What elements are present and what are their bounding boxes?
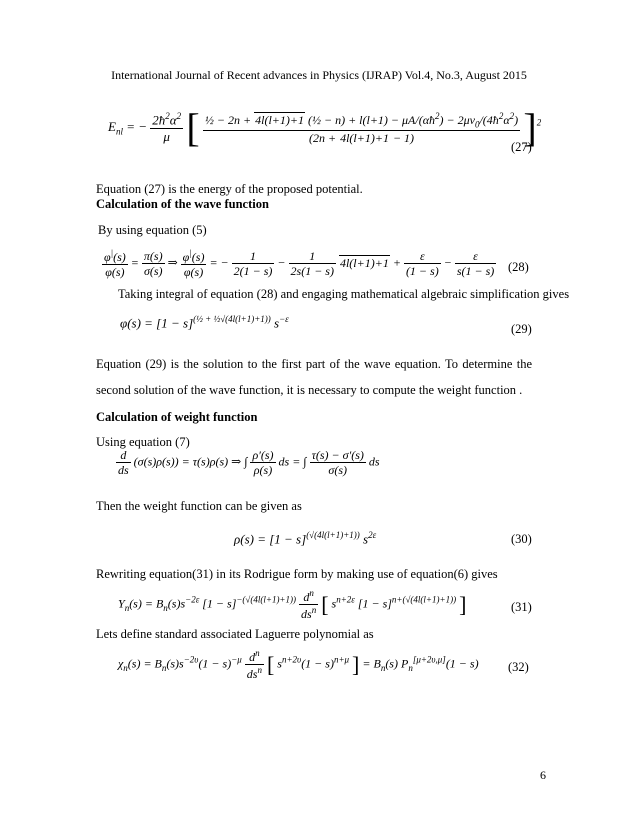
heading-wave-function: Calculation of the wave function [96, 197, 269, 211]
heading-weight-function: Calculation of weight function [96, 410, 258, 424]
paragraph-taking-integral: Taking integral of equation (28) and engaging mathematical algebraic simplification gives [118, 287, 570, 301]
equation-32-number: (32) [508, 660, 529, 674]
equation-31: $Y_n(s) = B_n(s)s^{-2\varepsilon}$ $[1 - s]^{-(√(4l(l+1)+1))}$ $\frac{d^n}{ds^n}$ [ $s^{n+2\varepsilon}$ $[1 - s]^{n+(√(4l(l+1)+1))}$ ] [118, 588, 467, 622]
equation-28-number: (28) [508, 260, 529, 274]
equation-28: $\frac{\varphi^|(s)}{\varphi(s)}$ = $\frac{\pi(s)}{\sigma(s)}$ ⇒ $\frac{\varphi^|(s)}{\varphi(s)}$ = − $\frac{1}{2(1 - s)}$ − $\frac{1}{2s(1 - s)}$ 4l(l+1)+1 + $\frac{\varepsilon}{(1 - s)}$ − $\frac{\varepsilon}{s(1 - s)}$ [104, 248, 495, 280]
page-number: 6 [540, 768, 546, 782]
equation-27-number: (27) [511, 140, 532, 154]
paragraph-then: Then the weight function can be given as [96, 499, 302, 513]
equation-30: $\rho(s) = [1 - s]^{(√(4l(l+1)+1))}$ $s^{2\varepsilon}$ [234, 530, 377, 547]
paragraph-solution: Equation (29) is the solution to the first part of the wave equation. To determine the second solution of the wave function, it is necessary to compute the weight function . [96, 357, 532, 397]
equation-32: $\chi_n(s) = B_n(s)s^{-2\upsilon}(1 - s)^{-\mu}$ $\frac{d^n}{ds^n}$ [ $s^{n+2\upsilon}(1 - s)^{n+\mu}$ ] = $B_n(s) P_n[\mu+2\upsilon,\mu](1 - s)$ [118, 648, 479, 682]
paragraph-rewriting: Rewriting equation(31) in its Rodrigue form by making use of equation(6) gives [96, 567, 498, 581]
equation-31-number: (31) [511, 600, 532, 614]
equation-29: $\varphi(s) = [1 - s]^{(\frac{1}{2} + \frac{1}{2}√(4l(l+1)+1))}$ $s^{-\varepsilon}$ [120, 314, 289, 331]
paragraph-laguerre: Lets define standard associated Laguerre polynomial as [96, 627, 374, 641]
equation-30-number: (30) [511, 532, 532, 546]
equation-27: $E_{nl}$ = − $\frac{2ħ^2\alpha^2}{\mu}$ [ ½ − 2n + 4l(l+1)+1 (½ − $n) + l(l+1) - \mu A/(\alpha ħ^2)$ − $2\mu v_0/(4ħ^2\alpha^2)$ (2n + 4l(l+1)+1 − 1) ]$^2$ [108, 105, 542, 150]
equation-29-number: (29) [511, 322, 532, 336]
paragraph-energy: Equation (27) is the energy of the proposed potential. [96, 182, 363, 196]
paragraph-using-eq7: Using equation (7) [96, 435, 190, 449]
paragraph-using-eq5: By using equation (5) [98, 223, 207, 237]
journal-header: International Journal of Recent advances in Physics (IJRAP) Vol.4, No.3, August 2015 [111, 68, 527, 82]
equation-weight-derivation: $\frac{d}{ds}$ (σ(s)ρ(s)) = τ(s)ρ(s) ⇒ ∫ $\frac{\rho'(s)}{\rho(s)}$ ds = ∫ $\frac{\tau(s) - \sigma'(s)}{\sigma(s)}$ ds [118, 448, 380, 478]
